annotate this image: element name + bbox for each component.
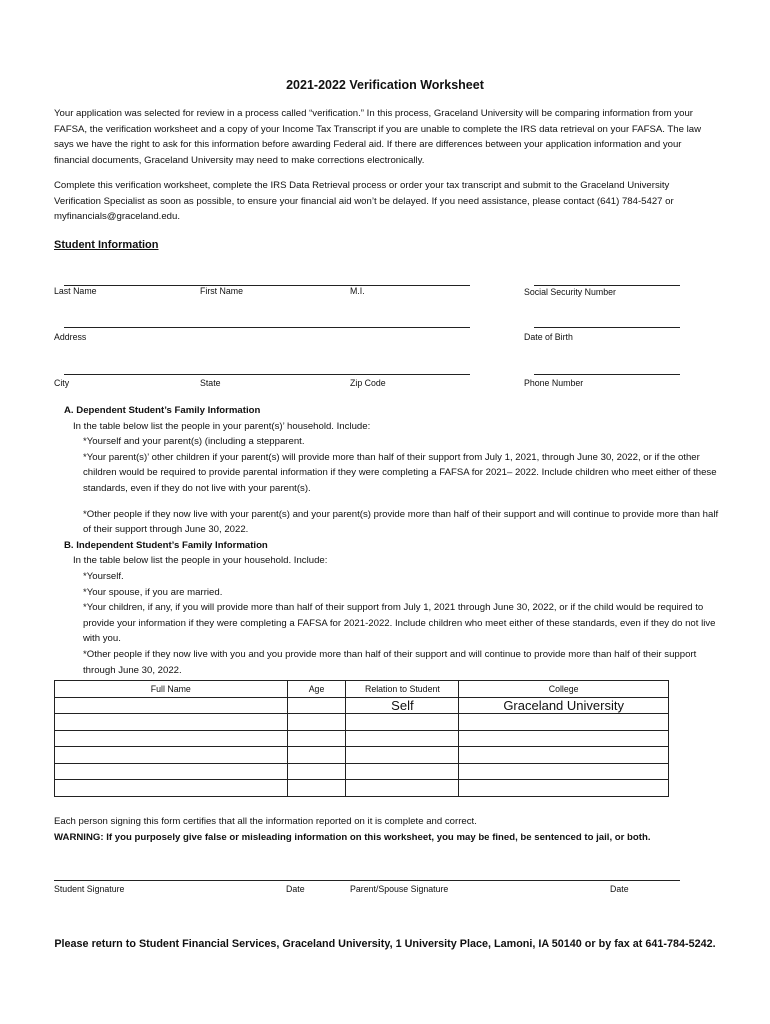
address-input-line[interactable] [64, 327, 470, 328]
relation-cell[interactable] [346, 780, 459, 797]
section-a-heading: A. Dependent Student’s Family Information [64, 405, 261, 416]
family-info-instructions [64, 403, 724, 678]
student-info-heading: Student Information [54, 239, 159, 251]
age-cell[interactable] [287, 714, 346, 731]
column-header-college: College [459, 681, 669, 698]
intro-paragraph: Your application was selected for review in a process called “verification.” In this process, Graceland University will be comparing information from your FAFSA, the verification worksheet and a copy of your Income Tax Transcript if you are unable to complete the IRS data retrieval on your FAFSA. The law says we have the right to ask for this information before awarding Federal aid. If there are differences between your application information and your financial documents, Graceland University may need to make corrections electronically. [54, 108, 702, 166]
ssn-input-line[interactable] [534, 285, 680, 286]
table-row [55, 763, 669, 780]
table-row [55, 697, 669, 714]
full-name-cell[interactable] [55, 747, 288, 764]
column-header-age: Age [287, 681, 346, 698]
certify-statement: Each person signing this form certifies that all the information reported on it is complete and correct. [54, 816, 477, 827]
section-b-item: *Your children, if any, if you will provide more than half of their support from July 1, 2021 through June 30, 2022, or if the child would be required to provide your information if they were completing a FAFSA for 2021-2022. Include children who meet either of these standards, even if they do not live with you. [83, 602, 716, 645]
table-row [55, 730, 669, 747]
section-b-item: *Yourself. [83, 570, 124, 582]
first-name-label: First Name [200, 286, 244, 296]
city-state-zip-input-line[interactable] [64, 374, 470, 375]
student-date-label: Date [286, 884, 305, 894]
age-cell[interactable] [287, 747, 346, 764]
college-cell[interactable] [459, 714, 669, 731]
column-header-full-name: Full Name [55, 681, 288, 698]
full-name-cell[interactable] [55, 763, 288, 780]
signature-line[interactable] [54, 880, 680, 881]
ssn-label: Social Security Number [524, 287, 616, 297]
phone-input-line[interactable] [534, 374, 680, 375]
phone-label: Phone Number [524, 378, 584, 388]
age-cell[interactable] [287, 763, 346, 780]
table-row [55, 714, 669, 731]
age-cell[interactable] [287, 697, 346, 714]
mi-label: M.I. [350, 286, 365, 296]
warning-statement: WARNING: If you purposely give false or misleading information on this worksheet, you may be fined, be sentenced to jail, or both. [54, 831, 651, 843]
state-label: State [200, 378, 221, 388]
zip-label: Zip Code [350, 378, 386, 388]
parent-signature-label: Parent/Spouse Signature [350, 884, 449, 894]
last-name-label: Last Name [54, 286, 97, 296]
page-title: 2021-2022 Verification Worksheet [286, 78, 484, 92]
table-row [55, 747, 669, 764]
section-a-item: *Yourself and your parent(s) (including a stepparent. [83, 436, 305, 448]
relation-cell[interactable] [346, 730, 459, 747]
section-b-item: *Your spouse, if you are married. [83, 586, 223, 598]
instructions-paragraph: Complete this verification worksheet, complete the IRS Data Retrieval process or order your tax transcript and submit to the Graceland University Verification Specialist as soon as possible, to ensure your financial aid won’t be delayed. If you need assistance, please contact (641) 784-5427 or myfinancials@graceland.edu. [54, 180, 674, 223]
section-a-item: *Other people if they now live with your parent(s) and your parent(s) provide more than half of their support and will continue to provide more than half of their support through June 30, 2022. [83, 508, 719, 536]
section-a-intro: In the table below list the people in your parent(s)’ household. Include: [73, 420, 371, 432]
age-cell[interactable] [287, 780, 346, 797]
return-instructions: Please return to Student Financial Services, Graceland University, 1 University Place, Lamoni, IA 50140 or by fax at 641-784-5242. [54, 938, 716, 950]
full-name-cell[interactable] [55, 730, 288, 747]
relation-cell[interactable] [346, 747, 459, 764]
name-input-line[interactable] [64, 285, 470, 286]
college-cell[interactable] [459, 780, 669, 797]
college-cell[interactable] [459, 747, 669, 764]
section-a-item: *Your parent(s)’ other children if your parent(s) will provide more than half of their support from July 1, 2021, through June 30, 2022, or if the other children would be required to provide parental information if they were completing a FAFSA for 2021– 2022. Include children who meet either of these standards, even if they do not live with your parent(s). [83, 451, 717, 494]
age-cell[interactable] [287, 730, 346, 747]
dob-input-line[interactable] [534, 327, 680, 328]
address-label: Address [54, 332, 87, 342]
parent-date-label: Date [610, 884, 629, 894]
full-name-cell[interactable] [55, 780, 288, 797]
relation-cell[interactable]: Self [346, 697, 459, 714]
section-b-heading: B. Independent Student’s Family Information [64, 539, 268, 551]
college-cell[interactable] [459, 730, 669, 747]
dob-label: Date of Birth [524, 332, 573, 342]
full-name-cell[interactable] [55, 714, 288, 731]
section-b-intro: In the table below list the people in your household. Include: [73, 555, 328, 567]
table-header-row [55, 681, 669, 698]
table-row [55, 780, 669, 797]
college-cell[interactable] [459, 763, 669, 780]
relation-cell[interactable] [346, 763, 459, 780]
city-label: City [54, 378, 70, 388]
section-b-item: *Other people if they now live with you and you provide more than half of their support and will continue to provide more than half of their support through June 30, 2022. [83, 648, 697, 676]
relation-cell[interactable] [346, 714, 459, 731]
full-name-cell[interactable] [55, 697, 288, 714]
household-table [54, 680, 669, 797]
college-cell[interactable]: Graceland University [459, 697, 669, 714]
column-header-relation: Relation to Student [346, 681, 459, 698]
certification-text [54, 814, 651, 845]
student-signature-label: Student Signature [54, 884, 125, 894]
